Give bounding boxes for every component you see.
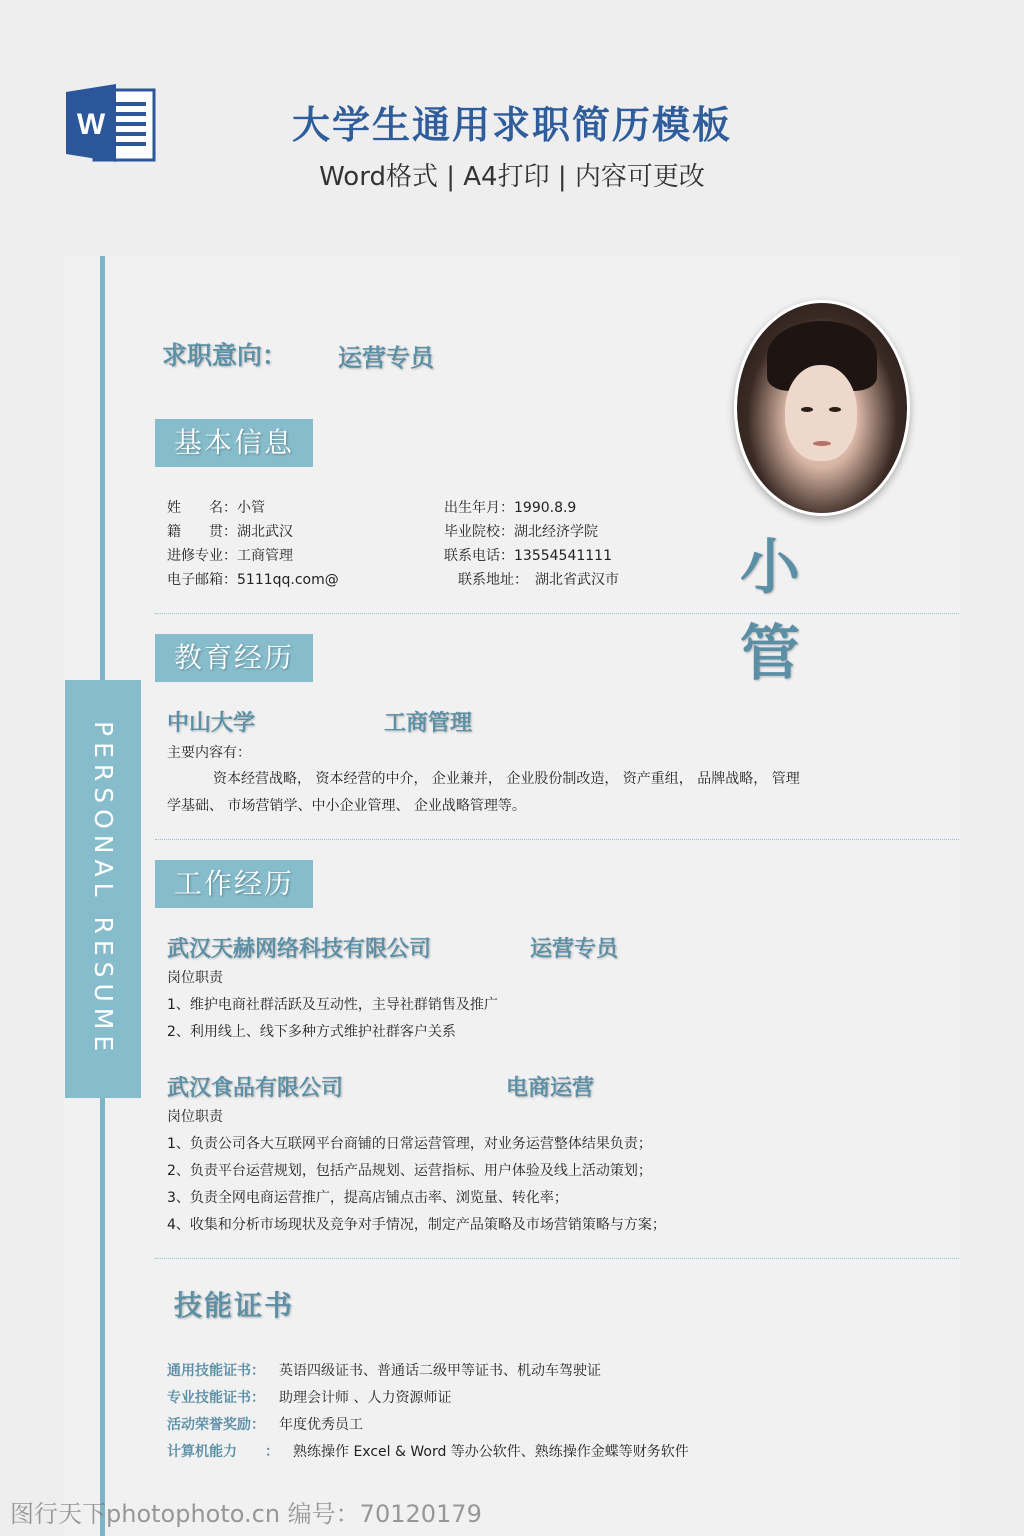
job-company: 武汉天赫网络科技有限公司 (167, 937, 432, 962)
skill-label: 计算机能力 ： (167, 1444, 279, 1460)
info-name: 姓 名：小管 (167, 500, 265, 516)
job-duty: 2、利用线上、线下多种方式维护社群客户关系 (167, 1024, 456, 1040)
edu-content-label: 主要内容有： (167, 745, 251, 761)
job-duty: 1、维护电商社群活跃及互动性，主导社群销售及推广 (167, 997, 498, 1013)
skill-value: 助理会计师 、人力资源师证 (279, 1390, 452, 1406)
job-duty: 2、负责平台运营规划，包括产品规划、运营指标、用户体验及线上活动策划； (167, 1163, 652, 1179)
job-duty: 1、负责公司各大互联网平台商铺的日常运营管理，对业务运营整体结果负责； (167, 1136, 652, 1152)
info-school: 毕业院校：湖北经济学院 (444, 524, 598, 540)
info-hometown: 籍 贯：湖北武汉 (167, 524, 293, 540)
job-duty: 4、收集和分析市场现状及竞争对手情况，制定产品策略及市场营销策略与方案； (167, 1217, 666, 1233)
skill-label: 专业技能证书： (167, 1390, 265, 1406)
edu-major: 工商管理 (384, 711, 473, 736)
skill-value: 英语四级证书、普通话二级甲等证书、机动车驾驶证 (279, 1363, 601, 1379)
side-banner-text: PERSONAL RESUME (89, 720, 118, 1058)
objective-value: 运营专员 (338, 344, 434, 372)
job-title: 运营专员 (530, 937, 619, 962)
section-work: 工作经历 (155, 860, 313, 908)
info-birth: 出生年月：1990.8.9 (444, 500, 577, 516)
profile-photo (734, 300, 910, 516)
info-email: 电子邮箱：5111qq.com@ (167, 572, 339, 588)
edu-school: 中山大学 (167, 711, 256, 736)
svg-text:W: W (76, 108, 106, 141)
job-duty-label: 岗位职责 (167, 970, 223, 986)
divider (155, 613, 959, 614)
job-title: 电商运营 (506, 1076, 595, 1101)
info-phone: 联系电话：13554541111 (444, 548, 612, 564)
info-major: 进修专业：工商管理 (167, 548, 293, 564)
edu-content-line: 资本经营战略， 资本经营的中介， 企业兼并， 企业股份制改造， 资产重组， 品牌战略， 管理 (213, 771, 800, 787)
skill-label: 通用技能证书： (167, 1363, 265, 1379)
skill-value: 熟练操作 Excel & Word 等办公软件、熟练操作金蝶等财务软件 (293, 1444, 689, 1460)
section-basic-info: 基本信息 (155, 419, 313, 467)
info-address: 联系地址： 湖北省武汉市 (458, 572, 619, 588)
skill-value: 年度优秀员工 (279, 1417, 363, 1433)
job-duty-label: 岗位职责 (167, 1109, 223, 1125)
job-company: 武汉食品有限公司 (167, 1076, 344, 1101)
divider (155, 1258, 959, 1259)
page-title: 大学生通用求职简历模板 (291, 103, 732, 147)
objective-label: 求职意向： (162, 341, 288, 370)
section-education: 教育经历 (155, 634, 313, 682)
watermark: 图行天下photophoto.cn 编号：70120179 (10, 1500, 482, 1528)
skill-label: 活动荣誉奖励： (167, 1417, 265, 1433)
page-subtitle: Word格式 | A4打印 | 内容可更改 (319, 162, 705, 192)
job-duty: 3、负责全网电商运营推广，提高店铺点击率、浏览量、转化率； (167, 1190, 568, 1206)
display-name: 小管 (740, 533, 830, 689)
edu-content-line: 学基础、 市场营销学、中小企业管理、 企业战略管理等。 (167, 798, 526, 814)
divider (155, 839, 959, 840)
section-skills: 技能证书 (173, 1289, 294, 1322)
